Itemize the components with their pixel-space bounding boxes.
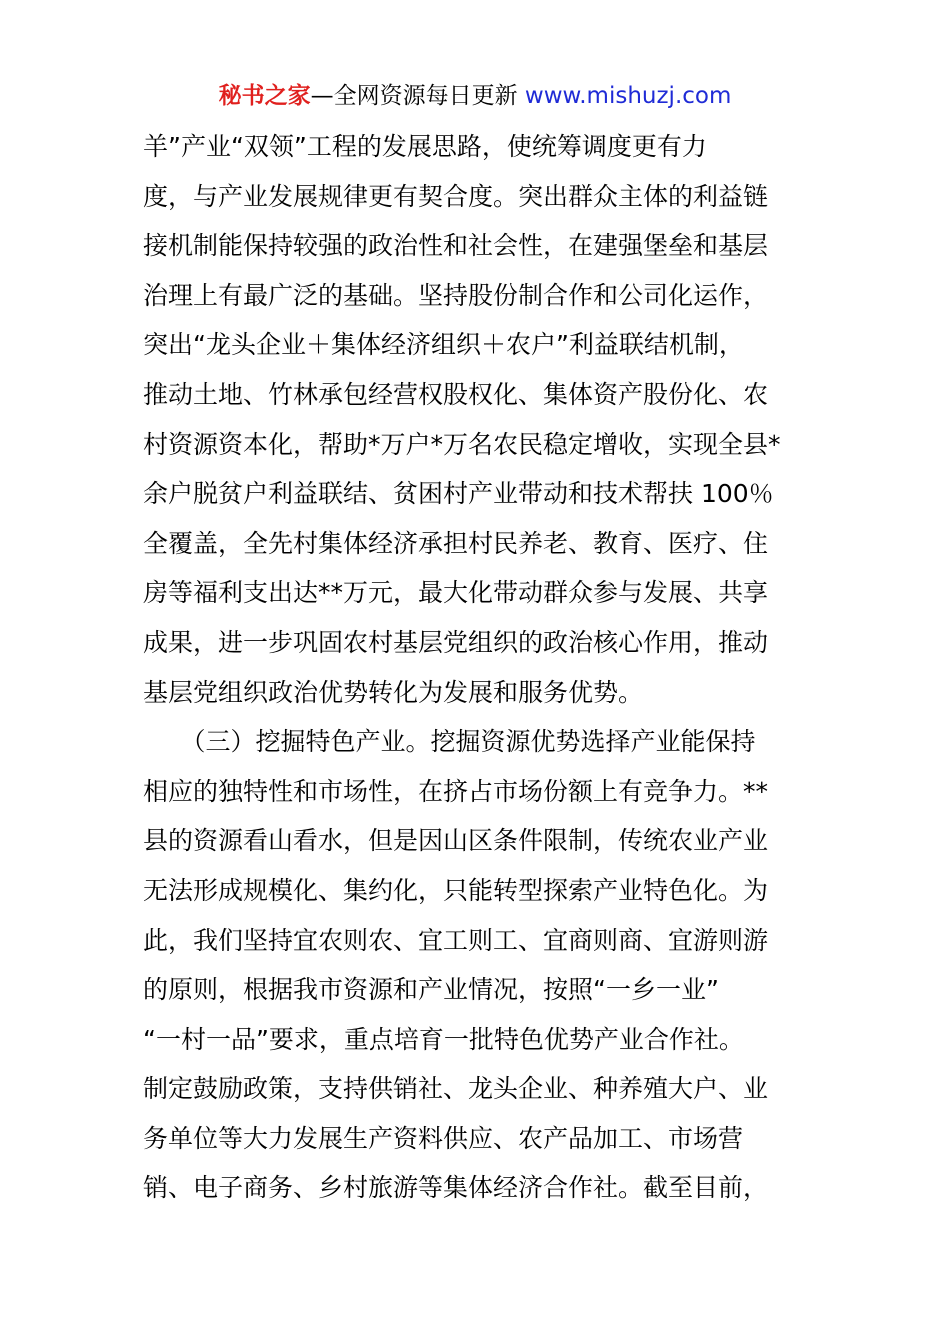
site-tagline: —全网资源每日更新	[310, 83, 525, 109]
text-line: 销、电子商务、乡村旅游等集体经济合作社。截至目前，	[143, 1173, 769, 1203]
section-heading-line: （三）挖掘特色产业。挖掘资源优势选择产业能保持	[143, 727, 756, 757]
site-header	[0, 80, 950, 112]
site-brand: 秘书之家	[218, 83, 311, 109]
text-line: 村资源资本化，帮助*万户*万名农民稳定增收，实现全县*	[143, 429, 781, 459]
text-line: 推动土地、竹林承包经营权股权化、集体资产股份化、农	[143, 379, 769, 409]
text-line: 的原则，根据我市资源和产业情况，按照“一乡一业”	[143, 975, 719, 1005]
text-line: 度，与产业发展规律更有契合度。突出群众主体的利益链	[143, 181, 769, 211]
text-line: 接机制能保持较强的政治性和社会性，在建强堡垒和基层	[143, 231, 769, 261]
text-line: 无法形成规模化、集约化，只能转型探索产业特色化。为	[143, 875, 769, 905]
text-line: 此，我们坚持宜农则农、宜工则工、宜商则商、宜游则游	[143, 925, 769, 955]
text-line: 房等福利支出达**万元，最大化带动群众参与发展、共享	[143, 578, 769, 608]
text-line: 突出“龙头企业＋集体经济组织＋农户”利益联结机制，	[143, 330, 744, 360]
text-line: 余户脱贫户利益联结、贫困村产业带动和技术帮扶 100％	[143, 479, 774, 509]
text-line: 成果，进一步巩固农村基层党组织的政治核心作用，推动	[143, 627, 769, 657]
text-line: 务单位等大力发展生产资料供应、农产品加工、市场营	[143, 1123, 744, 1153]
text-line: 相应的独特性和市场性，在挤占市场份额上有竞争力。**	[143, 776, 769, 806]
site-url-link[interactable]: www.mishuzj.com	[524, 83, 732, 109]
text-line: 治理上有最广泛的基础。坚持股份制合作和公司化运作，	[143, 280, 769, 310]
text-line: 全覆盖，全先村集体经济承担村民养老、教育、医疗、住	[143, 528, 769, 558]
text-line: “一村一品”要求，重点培育一批特色优势产业合作社。	[143, 1024, 744, 1054]
document-body	[143, 122, 813, 1213]
text-line: 制定鼓励政策，支持供销社、龙头企业、种养殖大户、业	[143, 1074, 769, 1104]
text-line: 县的资源看山看水，但是因山区条件限制，传统农业产业	[143, 826, 769, 856]
text-line: 羊”产业“双领”工程的发展思路，使统筹调度更有力	[143, 132, 707, 161]
text-line: 基层党组织政治优势转化为发展和服务优势。	[143, 677, 644, 707]
